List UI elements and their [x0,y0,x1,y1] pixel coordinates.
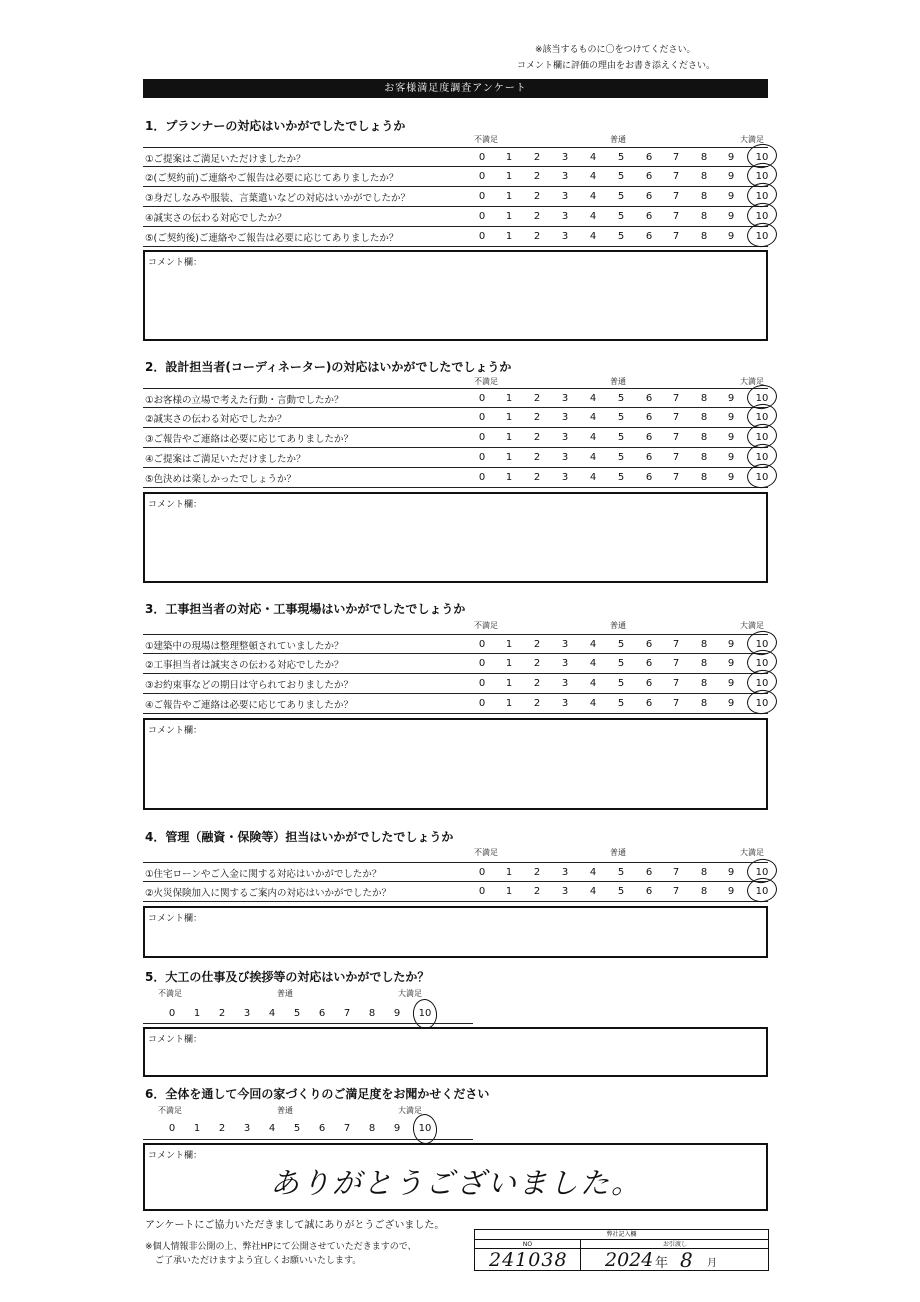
section-1-question-2-text: ②(ご契約前)ご連絡やご報告は必要に応じてありましたか？ [145,173,399,184]
office-use-header: 弊社記入欄 [475,1230,768,1240]
rating-option-10[interactable]: 10 [755,171,769,182]
section-5-title: 5．大工の仕事及び挨拶等の対応はいかがでしたか？ [145,970,430,984]
rating-option-6[interactable]: 6 [645,432,653,443]
rating-option-9[interactable]: 9 [727,412,735,423]
section-2-question-4-text: ④ご提案はご満足いただけましたか？ [145,454,306,465]
rating-option-9[interactable]: 9 [727,191,735,202]
section-3-question-3-text: ③お約束事などの期日は守られておりましたか？ [145,680,354,691]
rating-option-6[interactable]: 6 [645,171,653,182]
rating-option-4[interactable]: 4 [589,171,597,182]
comment-label: コメント欄： [148,1151,203,1161]
rating-option-5[interactable]: 5 [617,171,625,182]
rating-option-5[interactable]: 5 [617,152,625,163]
rating-option-3[interactable]: 3 [561,867,569,878]
section-1-question-row [143,147,768,167]
rating-option-4[interactable]: 4 [589,211,597,222]
rating-option-6[interactable]: 6 [645,658,653,669]
rating-option-8[interactable]: 8 [700,867,708,878]
office-use-box [474,1229,769,1271]
rating-option-1[interactable]: 1 [193,1008,201,1019]
rating-option-3[interactable]: 3 [561,678,569,689]
year-unit: 年 [655,1256,669,1271]
rating-option-0[interactable]: 0 [478,698,486,709]
rating-option-3[interactable]: 3 [561,472,569,483]
section-2-question-1-text: ①お客様の立場で考えた行動・言動でしたか？ [145,395,344,406]
section-2-question-2-text: ②誠実さの伝わる対応でしたか？ [145,414,287,425]
rating-option-2[interactable]: 2 [218,1008,226,1019]
rating-option-7[interactable]: 7 [672,886,680,897]
rating-option-0[interactable]: 0 [478,191,486,202]
section-1-question-5-text: ⑤(ご契約後)ご連絡やご報告は必要に応じてありましたか？ [145,233,399,244]
section-2-low-label: 不満足 [474,377,498,386]
rating-option-9[interactable]: 9 [727,432,735,443]
rating-option-6[interactable]: 6 [318,1008,326,1019]
rating-option-7[interactable]: 7 [343,1123,351,1134]
rating-option-7[interactable]: 7 [343,1008,351,1019]
footer-note-2: ご了承いただけますよう宜しくお願いいたします。 [155,1256,362,1266]
rating-option-1[interactable]: 1 [505,412,513,423]
rating-option-6[interactable]: 6 [645,191,653,202]
rating-option-8[interactable]: 8 [700,191,708,202]
section-6-scale [0,1122,920,1140]
rating-option-6[interactable]: 6 [645,639,653,650]
rating-option-1[interactable]: 1 [505,152,513,163]
rating-option-2[interactable]: 2 [533,698,541,709]
rating-option-2[interactable]: 2 [533,152,541,163]
rating-option-10[interactable]: 10 [755,886,769,897]
section-6-comment-box[interactable] [143,1143,768,1211]
rating-option-8[interactable]: 8 [700,412,708,423]
rating-option-8[interactable]: 8 [700,658,708,669]
rating-option-10[interactable]: 10 [755,432,769,443]
rating-option-2[interactable]: 2 [533,191,541,202]
rating-option-10[interactable]: 10 [755,211,769,222]
section-6-rule [143,1139,473,1140]
rating-option-3[interactable]: 3 [561,639,569,650]
section-1-question-1-text: ①ご提案はご満足いただけましたか？ [145,154,306,165]
section-5-rule [143,1023,473,1024]
rating-option-10[interactable]: 10 [755,678,769,689]
comment-label: コメント欄： [148,726,203,736]
rating-option-7[interactable]: 7 [672,191,680,202]
rating-option-9[interactable]: 9 [393,1123,401,1134]
rating-option-6[interactable]: 6 [645,678,653,689]
rating-option-7[interactable]: 7 [672,452,680,463]
rating-option-1[interactable]: 1 [505,211,513,222]
rating-option-9[interactable]: 9 [393,1008,401,1019]
section-6-high-label: 大満足 [398,1106,422,1115]
rating-option-1[interactable]: 1 [505,658,513,669]
rating-option-4[interactable]: 4 [589,231,597,242]
section-2-question-5-text: ⑤色決めは楽しかったでしょうか？ [145,474,297,485]
section-2-high-label: 大満足 [740,377,764,386]
rating-option-5[interactable]: 5 [617,191,625,202]
rating-option-5[interactable]: 5 [617,412,625,423]
rating-option-8[interactable]: 8 [368,1008,376,1019]
rating-option-8[interactable]: 8 [700,231,708,242]
section-4-question-2-text: ②火災保険加入に関するご案内の対応はいかがでしたか？ [145,888,392,899]
rating-option-9[interactable]: 9 [727,152,735,163]
section-2-comment-box[interactable] [143,492,768,583]
rating-option-9[interactable]: 9 [727,231,735,242]
handover-month: 8 [680,1248,693,1272]
section-4-question-1-text: ①住宅ローンやご入金に関する対応はいかがでしたか？ [145,869,382,880]
section-3-question-row [143,654,768,674]
comment-label: コメント欄： [148,1035,203,1045]
rating-option-2[interactable]: 2 [533,412,541,423]
section-1-low-label: 不満足 [474,135,498,144]
rating-option-4[interactable]: 4 [589,678,597,689]
rating-option-0[interactable]: 0 [478,412,486,423]
section-3-high-label: 大満足 [740,621,764,630]
rating-option-6[interactable]: 6 [645,698,653,709]
rating-option-0[interactable]: 0 [478,886,486,897]
rating-option-5[interactable]: 5 [617,658,625,669]
rating-option-4[interactable]: 4 [268,1008,276,1019]
rating-option-5[interactable]: 5 [617,886,625,897]
rating-option-7[interactable]: 7 [672,152,680,163]
rating-option-0[interactable]: 0 [478,658,486,669]
section-3-question-row [143,694,768,714]
section-1-comment-box[interactable] [143,250,768,341]
rating-option-0[interactable]: 0 [478,432,486,443]
section-2-question-3-text: ③ご報告やご連絡は必要に応じてありましたか？ [145,434,354,445]
rating-option-2[interactable]: 2 [533,886,541,897]
rating-option-3[interactable]: 3 [243,1123,251,1134]
section-5-low-label: 不満足 [158,989,182,998]
rating-option-10[interactable]: 10 [755,412,769,423]
rating-option-9[interactable]: 9 [727,211,735,222]
rating-option-10[interactable]: 10 [755,452,769,463]
rating-option-3[interactable]: 3 [561,452,569,463]
rating-option-3[interactable]: 3 [561,231,569,242]
rating-option-2[interactable]: 2 [218,1123,226,1134]
rating-option-0[interactable]: 0 [478,152,486,163]
rating-option-8[interactable]: 8 [700,432,708,443]
rating-option-3[interactable]: 3 [561,152,569,163]
rating-option-5[interactable]: 5 [617,867,625,878]
comment-label: コメント欄： [148,914,203,924]
footer-note-1: ※個人情報非公開の上、弊社HPにて公開させていただきますので、 [145,1242,417,1252]
rating-option-10[interactable]: 10 [755,472,769,483]
section-3-question-2-text: ②工事担当者は誠実さの伝わる対応でしたか？ [145,660,344,671]
rating-option-8[interactable]: 8 [368,1123,376,1134]
rating-option-2[interactable]: 2 [533,211,541,222]
rating-option-0[interactable]: 0 [478,452,486,463]
rating-option-0[interactable]: 0 [478,393,486,404]
rating-option-3[interactable]: 3 [243,1008,251,1019]
section-5-mid-label: 普通 [277,989,293,998]
section-4-question-row [143,882,768,902]
rating-option-10[interactable]: 10 [418,1008,432,1019]
rating-option-0[interactable]: 0 [478,678,486,689]
section-1-question-4-text: ④誠実さの伝わる対応でしたか？ [145,213,287,224]
rating-option-4[interactable]: 4 [589,393,597,404]
rating-option-1[interactable]: 1 [505,393,513,404]
rating-option-1[interactable]: 1 [505,886,513,897]
rating-option-5[interactable]: 5 [617,452,625,463]
rating-option-9[interactable]: 9 [727,639,735,650]
rating-option-8[interactable]: 8 [700,886,708,897]
comment-label: コメント欄： [148,500,203,510]
section-3-low-label: 不満足 [474,621,498,630]
rating-option-0[interactable]: 0 [478,231,486,242]
rating-option-7[interactable]: 7 [672,231,680,242]
instruction-note-1: ※該当するものに〇をつけてください。 [535,45,696,55]
rating-option-5[interactable]: 5 [617,639,625,650]
section-5-comment-box[interactable] [143,1027,768,1077]
section-2-question-row [143,468,768,488]
rating-option-3[interactable]: 3 [561,658,569,669]
rating-option-1[interactable]: 1 [505,639,513,650]
rating-option-1[interactable]: 1 [505,472,513,483]
rating-option-9[interactable]: 9 [727,678,735,689]
footer-thanks: アンケートにご協力いただきまして誠にありがとうございました。 [145,1220,445,1231]
rating-option-1[interactable]: 1 [505,191,513,202]
section-2-question-row [143,408,768,428]
rating-option-9[interactable]: 9 [727,698,735,709]
rating-option-9[interactable]: 9 [727,393,735,404]
rating-option-6[interactable]: 6 [645,393,653,404]
section-6-title: 6．全体を通して今回の家づくりのご満足度をお聞かせください [145,1087,490,1101]
rating-option-2[interactable]: 2 [533,452,541,463]
rating-option-7[interactable]: 7 [672,678,680,689]
rating-option-10[interactable]: 10 [755,191,769,202]
rating-option-1[interactable]: 1 [505,867,513,878]
rating-option-7[interactable]: 7 [672,393,680,404]
section-3-comment-box[interactable] [143,718,768,810]
rating-option-5[interactable]: 5 [617,393,625,404]
rating-option-8[interactable]: 8 [700,211,708,222]
section-3-question-1-text: ①建築中の現場は整理整頓されていましたか？ [145,641,344,652]
section-2-title: 2．設計担当者(コーディネーター)の対応はいかがでしたでしょうか [145,360,512,374]
rating-option-8[interactable]: 8 [700,639,708,650]
rating-option-7[interactable]: 7 [672,698,680,709]
rating-option-4[interactable]: 4 [589,432,597,443]
rating-option-1[interactable]: 1 [505,432,513,443]
rating-option-2[interactable]: 2 [533,472,541,483]
no-label: NO [522,1241,533,1248]
comment-label: コメント欄： [148,258,203,268]
section-5-selected-rating-circle [411,998,438,1030]
rating-option-8[interactable]: 8 [700,698,708,709]
month-unit: 月 [707,1258,717,1269]
rating-option-3[interactable]: 3 [561,191,569,202]
rating-option-9[interactable]: 9 [727,452,735,463]
rating-option-7[interactable]: 7 [672,412,680,423]
rating-option-10[interactable]: 10 [418,1123,432,1134]
rating-option-3[interactable]: 3 [561,698,569,709]
rating-option-3[interactable]: 3 [561,211,569,222]
section-4-low-label: 不満足 [474,848,498,857]
rating-option-7[interactable]: 7 [672,432,680,443]
rating-option-5[interactable]: 5 [617,472,625,483]
section-6-comment-text: ありがとうございました。 [270,1166,643,1200]
rating-option-4[interactable]: 4 [589,698,597,709]
section-5-high-label: 大満足 [398,989,422,998]
survey-title: お客様満足度調査アンケート [143,79,768,98]
rating-option-2[interactable]: 2 [533,639,541,650]
rating-option-4[interactable]: 4 [589,867,597,878]
no-value: 241038 [489,1249,568,1271]
rating-option-9[interactable]: 9 [727,472,735,483]
rating-option-5[interactable]: 5 [617,678,625,689]
rating-option-4[interactable]: 4 [589,886,597,897]
section-4-comment-box[interactable] [143,906,768,958]
rating-option-10[interactable]: 10 [755,639,769,650]
rating-option-3[interactable]: 3 [561,393,569,404]
section-1-question-row [143,167,768,187]
rating-option-1[interactable]: 1 [505,678,513,689]
rating-option-10[interactable]: 10 [755,867,769,878]
rating-option-1[interactable]: 1 [505,698,513,709]
rating-option-8[interactable]: 8 [700,472,708,483]
rating-option-2[interactable]: 2 [533,432,541,443]
handover-label: お引渡し [662,1241,687,1248]
rating-option-7[interactable]: 7 [672,639,680,650]
section-1-question-row [143,207,768,227]
section-2-question-row [143,448,768,468]
rating-option-2[interactable]: 2 [533,867,541,878]
rating-option-1[interactable]: 1 [193,1123,201,1134]
rating-option-3[interactable]: 3 [561,886,569,897]
rating-option-2[interactable]: 2 [533,658,541,669]
rating-option-9[interactable]: 9 [727,867,735,878]
rating-option-6[interactable]: 6 [645,231,653,242]
rating-option-10[interactable]: 10 [755,698,769,709]
rating-option-0[interactable]: 0 [478,867,486,878]
rating-option-0[interactable]: 0 [478,472,486,483]
rating-option-6[interactable]: 6 [645,886,653,897]
rating-option-5[interactable]: 5 [293,1008,301,1019]
section-3-mid-label: 普通 [610,621,626,630]
rating-option-4[interactable]: 4 [589,412,597,423]
handover-year: 2024 [605,1249,654,1271]
rating-option-10[interactable]: 10 [755,393,769,404]
rating-option-0[interactable]: 0 [168,1008,176,1019]
rating-option-6[interactable]: 6 [645,152,653,163]
section-2-question-row [143,388,768,408]
rating-option-9[interactable]: 9 [727,886,735,897]
section-6-mid-label: 普通 [277,1106,293,1115]
section-4-question-row [143,862,768,882]
rating-option-2[interactable]: 2 [533,231,541,242]
rating-option-5[interactable]: 5 [617,211,625,222]
rating-option-8[interactable]: 8 [700,171,708,182]
rating-option-1[interactable]: 1 [505,171,513,182]
rating-option-2[interactable]: 2 [533,393,541,404]
section-1-question-row [143,227,768,247]
rating-option-7[interactable]: 7 [672,211,680,222]
section-1-question-3-text: ③身だしなみや服装、言葉遣いなどの対応はいかがでしたか？ [145,193,411,204]
section-1-mid-label: 普通 [610,135,626,144]
rating-option-1[interactable]: 1 [505,452,513,463]
section-3-question-row [143,634,768,654]
rating-option-6[interactable]: 6 [645,211,653,222]
rating-option-5[interactable]: 5 [617,698,625,709]
rating-option-7[interactable]: 7 [672,867,680,878]
section-1-title: 1．プランナーの対応はいかがでしたでしょうか [145,119,406,133]
section-3-question-4-text: ④ご報告やご連絡は必要に応じてありましたか？ [145,700,354,711]
rating-option-0[interactable]: 0 [478,639,486,650]
section-4-high-label: 大満足 [740,848,764,857]
rating-option-8[interactable]: 8 [700,152,708,163]
rating-option-4[interactable]: 4 [589,452,597,463]
rating-option-8[interactable]: 8 [700,452,708,463]
rating-option-6[interactable]: 6 [318,1123,326,1134]
rating-option-2[interactable]: 2 [533,171,541,182]
rating-option-4[interactable]: 4 [589,191,597,202]
rating-option-1[interactable]: 1 [505,231,513,242]
section-3-question-row [143,674,768,694]
rating-option-0[interactable]: 0 [478,211,486,222]
rating-option-0[interactable]: 0 [168,1123,176,1134]
section-6-selected-rating-circle [411,1113,438,1145]
rating-option-10[interactable]: 10 [755,658,769,669]
rating-option-6[interactable]: 6 [645,452,653,463]
rating-option-8[interactable]: 8 [700,393,708,404]
rating-option-7[interactable]: 7 [672,171,680,182]
rating-option-9[interactable]: 9 [727,658,735,669]
rating-option-6[interactable]: 6 [645,867,653,878]
rating-option-5[interactable]: 5 [617,231,625,242]
rating-option-2[interactable]: 2 [533,678,541,689]
section-6-low-label: 不満足 [158,1106,182,1115]
section-2-question-row [143,428,768,448]
rating-option-10[interactable]: 10 [755,231,769,242]
rating-option-3[interactable]: 3 [561,171,569,182]
rating-option-3[interactable]: 3 [561,412,569,423]
instruction-note-2: コメント欄に評価の理由をお書き添えください。 [517,61,716,71]
rating-option-4[interactable]: 4 [589,658,597,669]
rating-option-4[interactable]: 4 [589,472,597,483]
rating-option-4[interactable]: 4 [589,152,597,163]
section-1-question-row [143,187,768,207]
rating-option-7[interactable]: 7 [672,658,680,669]
rating-option-0[interactable]: 0 [478,171,486,182]
rating-option-4[interactable]: 4 [589,639,597,650]
rating-option-9[interactable]: 9 [727,171,735,182]
rating-option-3[interactable]: 3 [561,432,569,443]
rating-option-7[interactable]: 7 [672,472,680,483]
section-2-mid-label: 普通 [610,377,626,386]
section-4-title: 4．管理（融資・保険等）担当はいかがでしたでしょうか [145,830,454,844]
rating-option-5[interactable]: 5 [617,432,625,443]
rating-option-5[interactable]: 5 [293,1123,301,1134]
section-4-mid-label: 普通 [610,848,626,857]
section-3-title: 3．工事担当者の対応・工事現場はいかがでしたでしょうか [145,602,466,616]
section-1-high-label: 大満足 [740,135,764,144]
rating-option-6[interactable]: 6 [645,412,653,423]
rating-option-8[interactable]: 8 [700,678,708,689]
rating-option-4[interactable]: 4 [268,1123,276,1134]
rating-option-6[interactable]: 6 [645,472,653,483]
rating-option-10[interactable]: 10 [755,152,769,163]
